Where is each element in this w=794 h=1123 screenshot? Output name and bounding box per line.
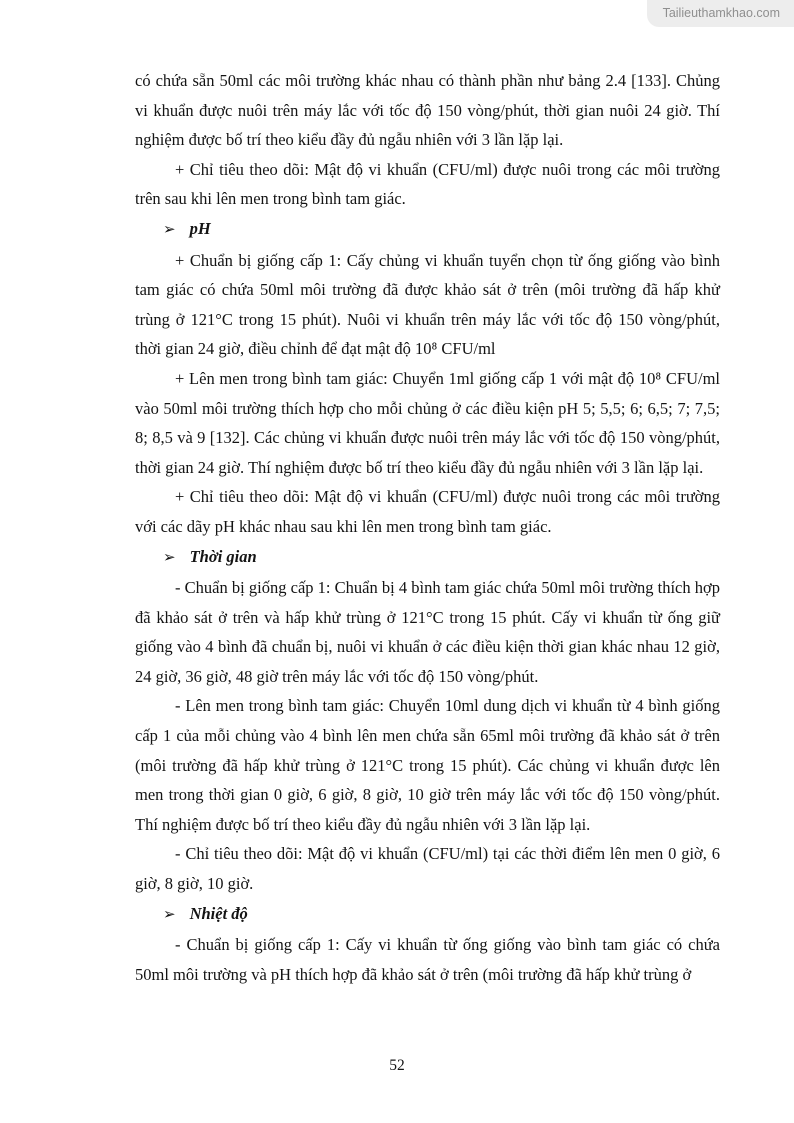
watermark-badge: Tailieuthamkhao.com [647,0,794,27]
arrow-bullet-icon: ➢ [163,549,176,566]
section-heading-label: pH [189,218,211,238]
paragraph: + Lên men trong bình tam giác: Chuyển 1ml giống cấp 1 với mật độ 10⁸ CFU/ml vào 50ml môi trường thích hợp cho mỗi chủng ở các điều kiện pH 5; 5,5; 6; 6,5; 7; 7,5; 8; 8,5 và 9 [132]. Các chủng vi khuẩn được nuôi trên máy lắc với tốc độ 150 vòng/phút, thời gian 24 giờ. Thí nghiệm được bố trí theo kiểu đầy đủ ngẫu nhiên với 3 lần lặp lại. [135,368,720,477]
section-heading-ph [135,214,720,246]
section-heading-thoi-gian [135,542,720,574]
page-body [135,66,720,989]
section-heading-label: Nhiệt độ [189,903,248,923]
paragraph: + Chuẩn bị giống cấp 1: Cấy chủng vi khuẩn tuyển chọn từ ống giống vào bình tam giác có chứa 50ml môi trường đã được khảo sát ở trên (môi trường đã hấp khử trùng ở 121°C trong 15 phút). Nuôi vi khuẩn trên máy lắc với tốc độ 150 vòng/phút, thời gian 24 giờ, điều chỉnh để đạt mật độ 10⁸ CFU/ml [135,250,720,359]
paragraph: + Chỉ tiêu theo dõi: Mật độ vi khuẩn (CFU/ml) được nuôi trong các môi trường với các dãy pH khác nhau sau khi lên men trong bình tam giác. [135,487,720,536]
arrow-bullet-icon: ➢ [163,221,176,238]
paragraph: - Lên men trong bình tam giác: Chuyển 10ml dung dịch vi khuẩn từ 4 bình giống cấp 1 của mỗi chủng vào 4 bình lên men chứa sẵn 65ml môi trường đã khảo sát ở trên (môi trường đã hấp khử trùng ở 121°C trong 15 phút). Các chủng vi khuẩn được lên men trong thời gian 0 giờ, 6 giờ, 8 giờ, 10 giờ trên máy lắc với tốc độ 150 vòng/phút. Thí nghiệm được bố trí theo kiểu đầy đủ ngẫu nhiên với 3 lần lặp lại. [135,696,720,834]
section-heading-nhiet-do [135,899,720,931]
arrow-bullet-icon: ➢ [163,906,176,923]
paragraph: có chứa sẵn 50ml các môi trường khác nhau có thành phần như bảng 2.4 [133]. Chủng vi khuẩn được nuôi trên máy lắc với tốc độ 150 vòng/phút, thời gian nuôi 24 giờ. Thí nghiệm được bố trí theo kiểu đầy đủ ngẫu nhiên với 3 lần lặp lại. [135,71,720,150]
paragraph: - Chuẩn bị giống cấp 1: Cấy vi khuẩn từ ống giống vào bình tam giác có chứa 50ml môi trường và pH thích hợp đã khảo sát ở trên (môi trường đã hấp khử trùng ở [135,935,720,984]
paragraph: + Chỉ tiêu theo dõi: Mật độ vi khuẩn (CFU/ml) được nuôi trong các môi trường trên sau khi lên men trong bình tam giác. [135,159,720,209]
page-number: 52 [389,1057,405,1074]
paragraph: - Chuẩn bị giống cấp 1: Chuẩn bị 4 bình tam giác chứa 50ml môi trường thích hợp đã khảo sát ở trên và hấp khử trùng ở 121°C trong 15 phút. Cấy vi khuẩn từ ống giữ giống vào 4 bình đã chuẩn bị, nuôi vi khuẩn ở các điều kiện thời gian khác nhau 12 giờ, 24 giờ, 36 giờ, 48 giờ trên máy lắc với tốc độ 150 vòng/phút. [135,578,720,686]
section-heading-label: Thời gian [189,546,257,566]
paragraph: - Chỉ tiêu theo dõi: Mật độ vi khuẩn (CFU/ml) tại các thời điểm lên men 0 giờ, 6 giờ, 8 giờ, 10 giờ. [135,844,720,894]
